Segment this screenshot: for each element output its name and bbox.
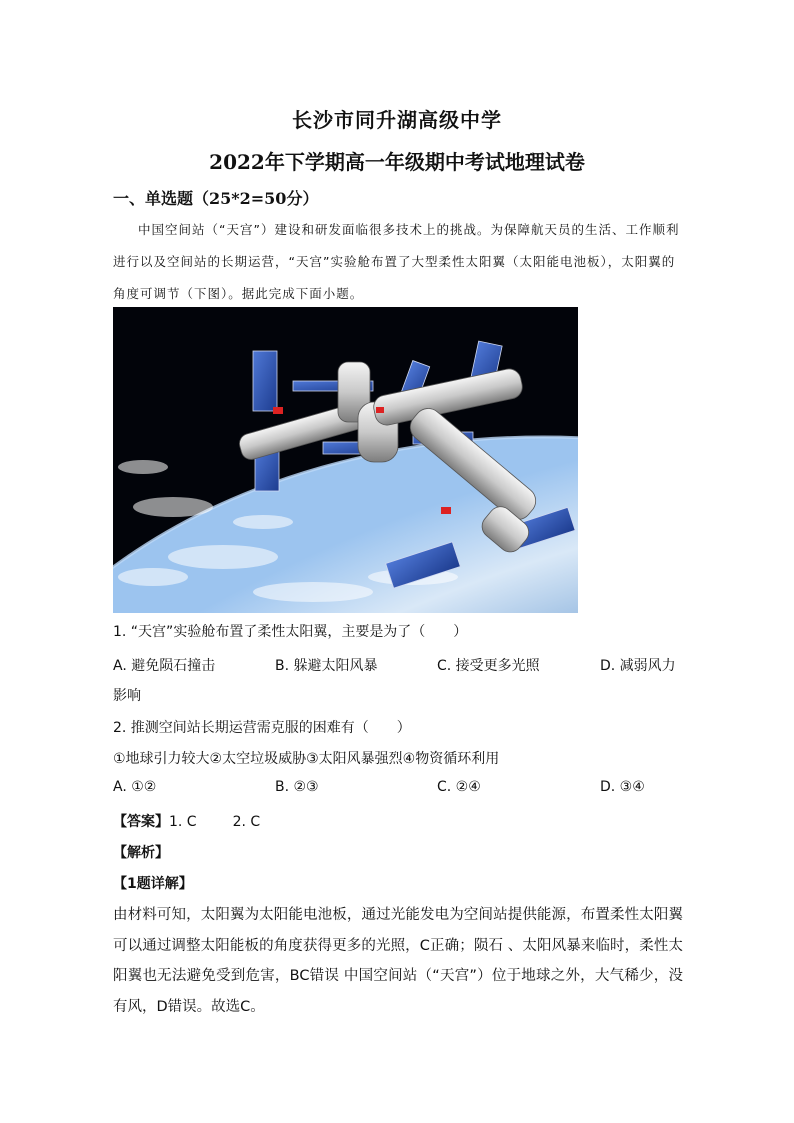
- analysis-q1-label: 【1题详解】: [113, 876, 193, 892]
- section-heading: 一、单选题（25*2=50分）: [113, 189, 319, 208]
- question-1-stem: 1. “天宫”实验舱布置了柔性太阳翼，主要是为了（ ）: [113, 624, 468, 640]
- question-1-option-b: B. 躲避太阳风暴: [275, 658, 378, 674]
- answer-q1: 1. C: [169, 814, 197, 830]
- question-1-option-d-wrap: 影响: [113, 688, 141, 704]
- intro-paragraph: 中国空间站（“天宫”）建设和研发面临很多技术上的挑战。为保障航天员的生活、工作顺利进行以及空间站的长期运营，“天宫”实验舱布置了大型柔性太阳翼（太阳能电池板），太阳翼的角度可调节（下图）。据此完成下面小题。: [113, 222, 680, 301]
- answer-label: 【答案】: [113, 814, 169, 830]
- question-1-option-d: D. 减弱风力: [600, 658, 676, 674]
- school-name: 长沙市同升湖高级中学: [292, 108, 502, 132]
- analysis-q1-text: 由材料可知，太阳翼为太阳能电池板，通过光能发电为空间站提供能源，布置柔性太阳翼可以通过调整太阳能板的角度获得更多的光照，C正确；陨石 、太阳风暴来临时，柔性太阳翼也无法避免受到危害，BC错误 中国空间站（“天宫”）位于地球之外，大气稀少，没有风，D错误。故选C。: [113, 907, 683, 1015]
- exam-title: 2022年下学期高一年级期中考试地理试卷: [209, 150, 585, 174]
- question-2-option-a: A. ①②: [113, 779, 157, 795]
- space-station-image: [113, 307, 578, 613]
- space-station-illustration: [113, 307, 578, 613]
- question-2-statement: ①地球引力较大②太空垃圾威胁③太阳风暴强烈④物资循环利用: [113, 751, 500, 767]
- analysis-label: 【解析】: [113, 845, 169, 861]
- question-1-option-a: A. 避免陨石撞击: [113, 658, 216, 674]
- question-2-stem: 2. 推测空间站长期运营需克服的困难有（ ）: [113, 720, 411, 736]
- question-1-option-c: C. 接受更多光照: [437, 658, 540, 674]
- answer-q2: 2. C: [232, 814, 261, 830]
- question-2-option-d: D. ③④: [600, 779, 645, 795]
- question-2-option-c: C. ②④: [437, 779, 481, 795]
- answer-line: [113, 811, 260, 831]
- question-2-option-b: B. ②③: [275, 779, 319, 795]
